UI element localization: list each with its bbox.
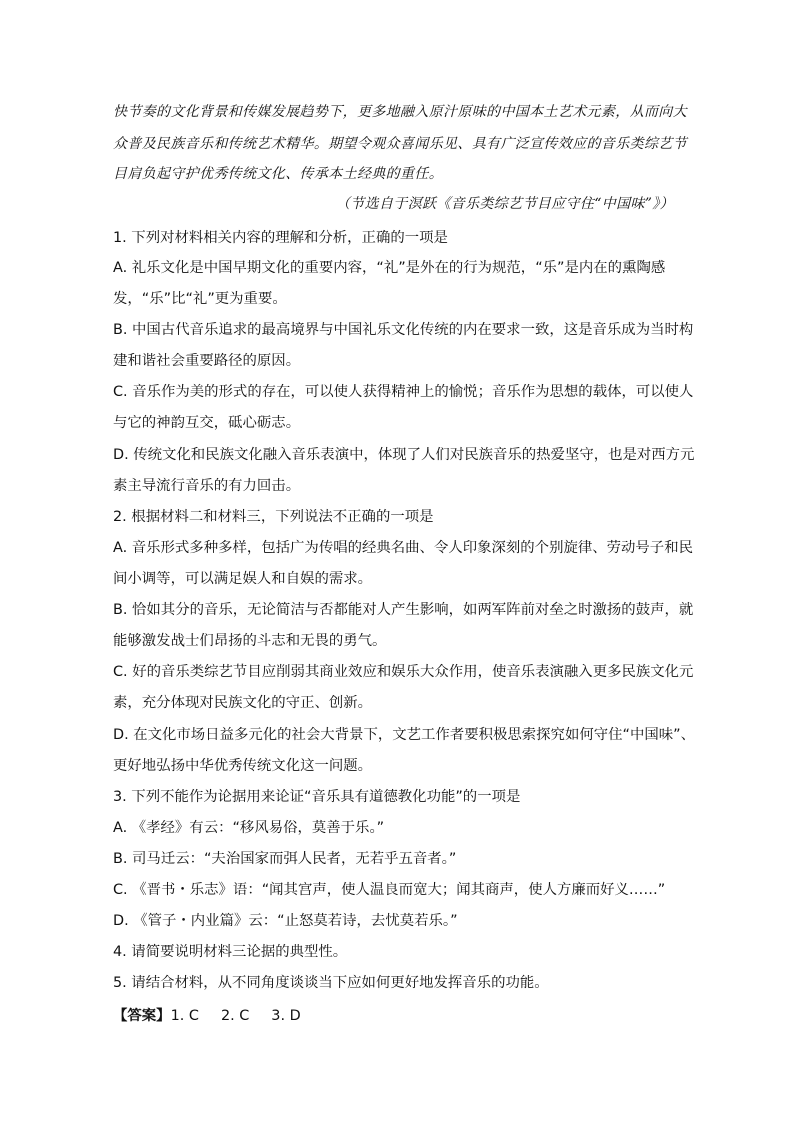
- passage-line: 众普及民族音乐和传统艺术精华。期望令观众喜闻乐见、具有广泛宣传效应的音乐类综艺节: [113, 136, 687, 152]
- question-3-option-d: D. 《管子・内业篇》云：“止怒莫若诗，去忧莫若乐。”: [113, 913, 458, 929]
- question-3-option-a: A. 《孝经》有云：“移风易俗，莫善于乐。”: [113, 820, 385, 836]
- passage-line: 目肩负起守护优秀传统文化、传承本土经典的重任。: [113, 166, 444, 182]
- question-1-option-b-cont: 建和谐社会重要路径的原因。: [113, 353, 301, 369]
- question-3-option-b: B. 司马迁云：“夫治国家而弭人民者，无若乎五音者。”: [113, 851, 457, 867]
- question-2-option-d-cont: 更好地弘扬中华优秀传统文化这一问题。: [113, 758, 373, 774]
- question-2-option-b-cont: 能够激发战士们昂扬的斗志和无畏的勇气。: [113, 633, 387, 649]
- question-3-stem: 3. 下列不能作为论据用来论证“音乐具有道德教化功能”的一项是: [113, 789, 521, 805]
- question-4-stem: 4. 请简要说明材料三论据的典型性。: [113, 944, 348, 960]
- answer-line: [113, 1006, 683, 1026]
- passage-source: （节选自于溟跃《音乐类综艺节目应守住“中国味”》）: [335, 196, 674, 212]
- question-1-option-b: B. 中国古代音乐追求的最高境界与中国礼乐文化传统的内在要求一致，这是音乐成为当时构: [113, 322, 694, 338]
- question-2-stem: 2. 根据材料二和材料三，下列说法不正确的一项是: [113, 509, 434, 525]
- passage-line: 快节奏的文化背景和传媒发展趋势下，更多地融入原汁原味的中国本土艺术元素，从而向大: [113, 104, 687, 120]
- question-1-option-c-cont: 与它的神韵互交，砥心砺志。: [113, 415, 301, 431]
- question-2-option-d: D. 在文化市场日益多元化的社会大背景下，文艺工作者要积极思索探究如何守住“中国味”、: [113, 727, 695, 743]
- answer-item: 3. D: [271, 1008, 301, 1024]
- question-2-option-b: B. 恰如其分的音乐，无论简洁与否都能对人产生影响，如两军阵前对垒之时激扬的鼓声，就: [113, 602, 694, 618]
- answer-item: 1. C: [170, 1008, 199, 1024]
- answer-item: 2. C: [220, 1008, 250, 1024]
- question-5-stem: 5. 请结合材料，从不同角度谈谈当下应如何更好地发挥音乐的功能。: [113, 975, 549, 991]
- question-1-option-a-cont: 发，“乐”比“礼”更为重要。: [113, 291, 287, 307]
- question-1-option-a: A. 礼乐文化是中国早期文化的重要内容，“礼”是外在的行为规范，“乐”是内在的熏陶感: [113, 260, 666, 276]
- question-1-option-d-cont: 素主导流行音乐的有力回击。: [113, 478, 301, 494]
- question-2-option-c-cont: 素，充分体现对民族文化的守正、创新。: [113, 695, 373, 711]
- question-1-option-d: D. 传统文化和民族文化融入音乐表演中，体现了人们对民族音乐的热爱坚守，也是对西方元: [113, 447, 695, 463]
- question-2-option-a: A. 音乐形式多种多样，包括广为传唱的经典名曲、令人印象深刻的个别旋律、劳动号子和民: [113, 540, 693, 556]
- answer-tag: 【答案】: [113, 1008, 171, 1024]
- question-1-stem: 1. 下列对材料相关内容的理解和分析，正确的一项是: [113, 230, 448, 246]
- question-2-option-a-cont: 间小调等，可以满足娱人和自娱的需求。: [113, 571, 373, 587]
- question-1-option-c: C. 音乐作为美的形式的存在，可以使人获得精神上的愉悦；音乐作为思想的载体，可以使人: [113, 384, 694, 400]
- question-2-option-c: C. 好的音乐类综艺节目应削弱其商业效应和娱乐大众作用，使音乐表演融入更多民族文化元: [113, 664, 694, 680]
- question-3-option-c: C. 《晋书・乐志》语：“闻其宫声，使人温良而宽大；闻其商声，使人方廉而好义……”: [113, 882, 666, 898]
